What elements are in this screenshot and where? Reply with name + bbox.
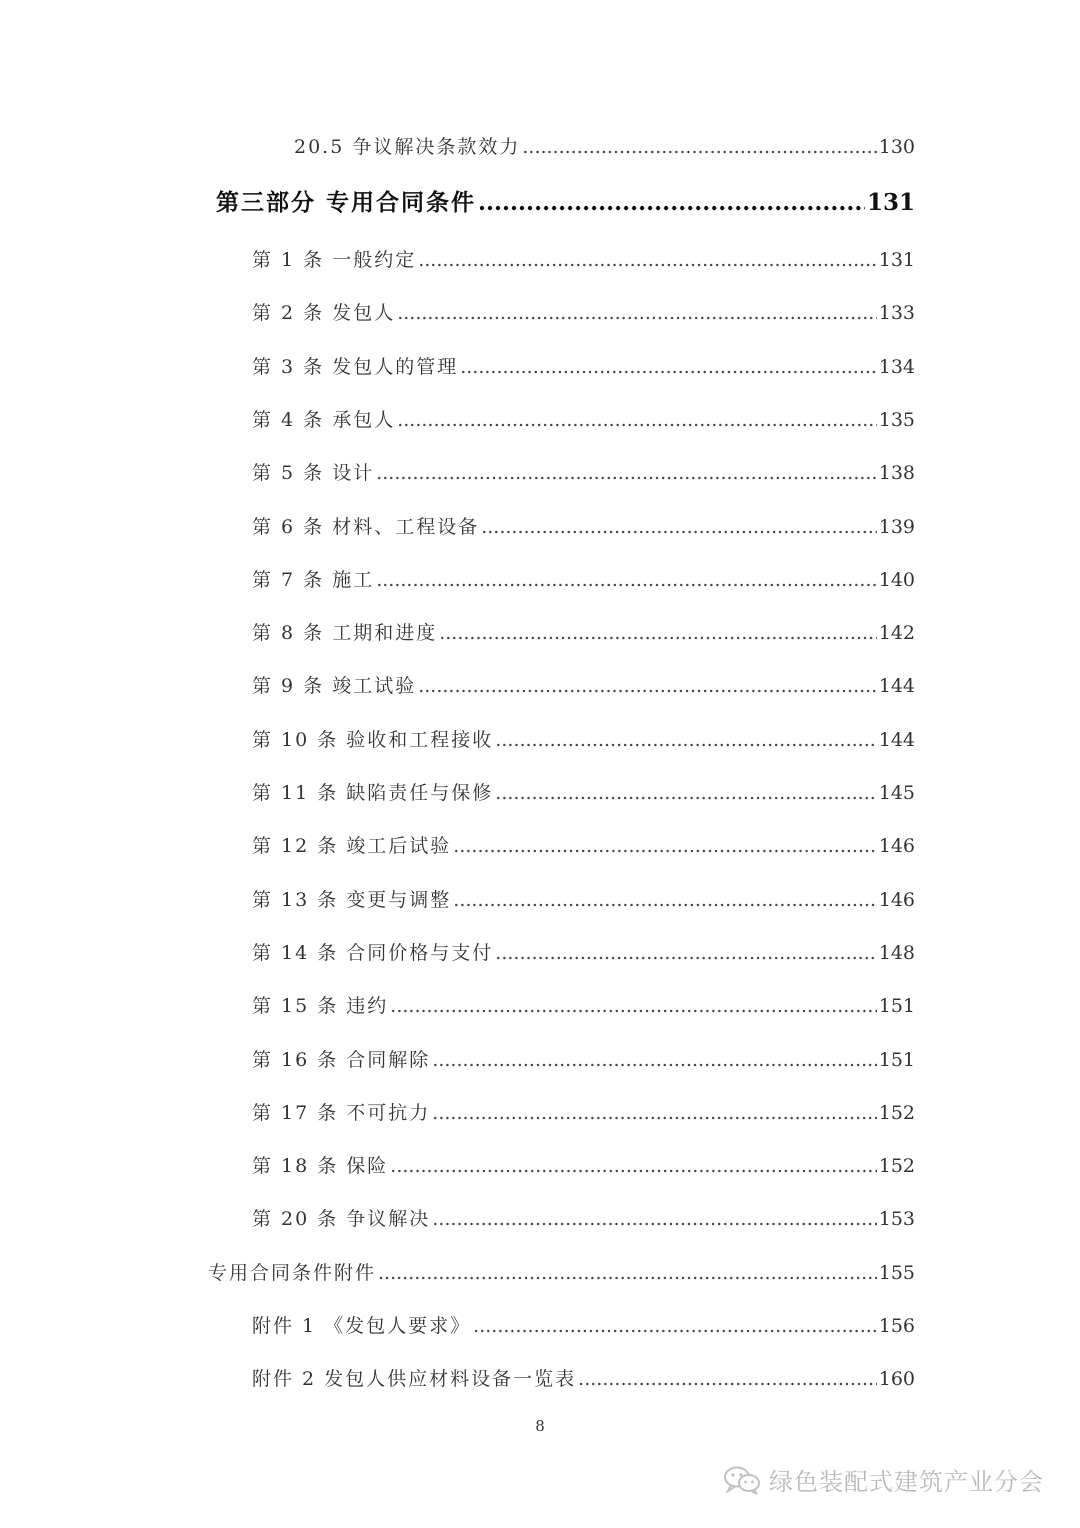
toc-entry-page: 140 [878,568,915,591]
toc-entry-label: 第 15 条 违约 [252,995,389,1018]
toc-entry-page: 146 [878,835,915,858]
toc-entry-label: 第 11 条 缺陷责任与保修 [252,782,494,804]
toc-entry-page: 153 [878,1208,915,1231]
toc-entry[interactable] [252,885,915,912]
toc-entry[interactable] [252,405,915,432]
toc-entry[interactable] [252,938,915,965]
dot-leader [390,995,876,1017]
toc-entry-page: 152 [878,1155,915,1178]
dot-leader [460,356,877,378]
dot-leader [522,136,876,158]
toc-entry-label: 第 5 条 设计 [252,462,375,485]
toc-entry-appendix[interactable] [208,1258,915,1285]
dot-leader [378,1262,877,1284]
watermark [723,1462,1044,1497]
toc-entry-page: 130 [878,136,915,158]
toc-entry[interactable] [252,1151,915,1178]
toc-entry-page: 133 [878,302,915,325]
toc-entry-label: 第 16 条 合同解除 [252,1048,431,1071]
dot-leader [578,1368,877,1390]
toc-entry[interactable] [252,671,915,698]
toc-entry-page: 146 [878,888,915,911]
toc-entry-label: 附件 2 发包人供应材料设备一览表 [252,1368,577,1391]
dot-leader [453,835,876,857]
toc-entry-label: 第 1 条 一般约定 [252,249,417,271]
toc-entry-label: 第 13 条 变更与调整 [252,888,452,911]
toc-entry[interactable] [252,618,915,645]
toc-entry-label: 20.5 争议解决条款效力 [294,136,521,158]
toc-entry[interactable] [252,352,915,379]
toc-entry-page: 139 [878,515,915,538]
toc-entry-page: 135 [878,408,915,431]
toc-entry-page: 148 [878,941,915,964]
toc-entry-page: 131 [878,249,915,271]
dot-leader [418,249,877,271]
watermark-text: 绿色装配式建筑产业分会 [769,1468,1044,1496]
dot-leader [418,675,877,697]
toc-entry[interactable] [252,831,915,858]
toc-entry-label: 第 4 条 承包人 [252,408,396,431]
toc-entry-label: 附件 1 《发包人要求》 [252,1315,472,1337]
toc-entry[interactable] [252,565,915,592]
toc-entry[interactable] [252,1204,915,1231]
dot-leader [478,189,865,216]
toc-entry-label: 第 8 条 工期和进度 [252,622,438,645]
toc-entry-page: 156 [878,1315,915,1337]
toc-entry-page: 142 [878,622,915,645]
toc-entry[interactable] [252,1364,915,1391]
toc-entry[interactable] [252,991,915,1018]
toc-entry-page: 144 [878,728,915,751]
dot-leader [390,1155,876,1177]
toc-entry[interactable] [252,245,915,272]
dot-leader [397,409,877,431]
toc-entry-label: 第 3 条 发包人的管理 [252,355,459,378]
dot-leader [376,569,877,591]
page-number: 8 [535,1417,545,1435]
toc-entry-label: 第 6 条 材料、工程设备 [252,515,480,538]
dot-leader [495,782,876,804]
dot-leader [495,729,876,751]
dot-leader [432,1049,876,1071]
dot-leader [432,1102,876,1124]
toc-entry-label: 第 2 条 发包人 [252,302,396,325]
toc-entry-label: 第三部分 专用合同条件 [216,189,477,216]
toc-entry[interactable] [252,725,915,752]
toc-entry-page: 131 [866,189,915,216]
dot-leader [439,622,877,644]
toc-entry-page: 151 [878,1048,915,1071]
toc-entry[interactable] [252,458,915,485]
toc-entry-page: 144 [878,675,915,698]
toc-entry-part-three[interactable] [216,184,915,217]
toc-entry-page: 160 [878,1368,915,1391]
toc-entry-page: 138 [878,462,915,485]
toc-entry-label: 第 14 条 合同价格与支付 [252,941,494,964]
toc-entry[interactable] [252,1098,915,1125]
toc-entry[interactable] [294,132,915,159]
toc-entry-page: 152 [878,1101,915,1124]
toc-entry[interactable] [252,298,915,325]
toc-entry-page: 145 [878,782,915,804]
toc-entry-label: 第 7 条 施工 [252,568,375,591]
toc-entry-label: 专用合同条件附件 [208,1261,377,1284]
toc-entry-label: 第 10 条 验收和工程接收 [252,728,494,751]
toc-entry[interactable] [252,1311,915,1338]
toc-entry-page: 134 [878,355,915,378]
toc-entry-page: 151 [878,995,915,1018]
toc-entry-label: 第 18 条 保险 [252,1155,389,1178]
toc-entry[interactable] [252,778,915,805]
dot-leader [453,889,876,911]
toc-entry-label: 第 17 条 不可抗力 [252,1101,431,1124]
dot-leader [481,516,877,538]
toc-entry-label: 第 9 条 竣工试验 [252,675,417,698]
dot-leader [473,1315,877,1337]
wechat-icon [723,1465,761,1495]
toc-entry-label: 第 12 条 竣工后试验 [252,835,452,858]
toc-entry[interactable] [252,1045,915,1072]
dot-leader [432,1208,876,1230]
toc-entry-label: 第 20 条 争议解决 [252,1208,431,1231]
dot-leader [495,942,876,964]
dot-leader [376,462,877,484]
toc-entry-page: 155 [878,1261,915,1284]
dot-leader [397,302,877,324]
toc-entry[interactable] [252,512,915,539]
